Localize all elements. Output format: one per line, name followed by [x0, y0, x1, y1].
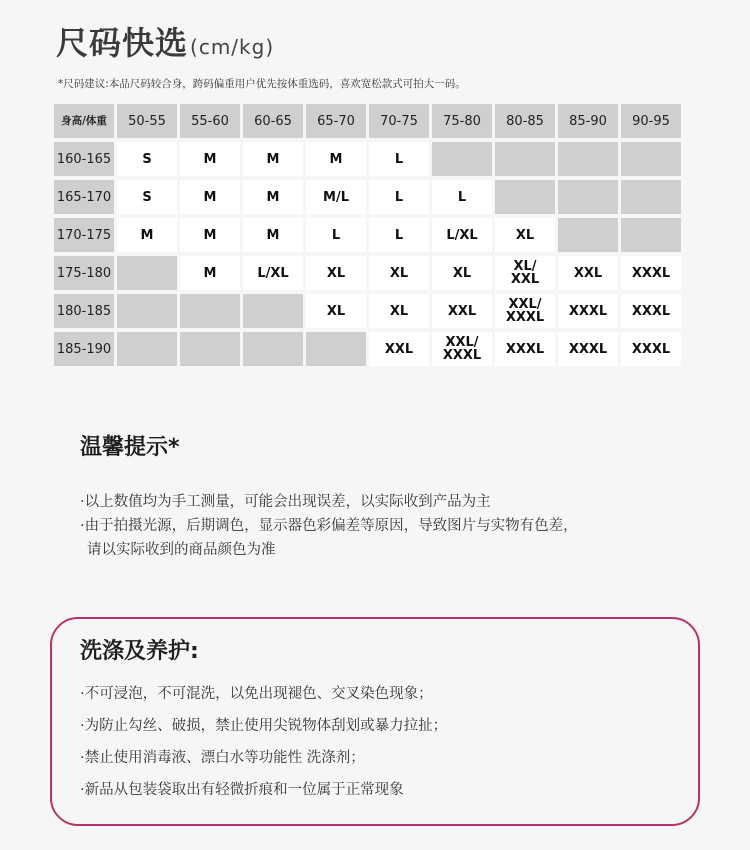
size-cell: M [180, 218, 240, 252]
size-cell: S [117, 180, 177, 214]
size-cell: M [243, 180, 303, 214]
size-cell: M [243, 142, 303, 176]
weight-header: 85-90 [558, 104, 618, 138]
size-cell: M [180, 180, 240, 214]
size-cell: XXXL [621, 256, 681, 290]
height-header: 185-190 [54, 332, 114, 366]
size-cell: XL [369, 256, 429, 290]
size-cell: M [306, 142, 366, 176]
weight-header: 50-55 [117, 104, 177, 138]
weight-header: 75-80 [432, 104, 492, 138]
size-cell: XXXL [495, 332, 555, 366]
size-cell: XXL/ XXXL [432, 332, 492, 366]
empty-cell [117, 294, 177, 328]
empty-cell [621, 142, 681, 176]
size-cell: XXL/ XXXL [495, 294, 555, 328]
height-header: 180-185 [54, 294, 114, 328]
care-item: ·禁止使用消毒液、漂白水等功能性 洗涤剂； [80, 750, 365, 766]
size-cell: XXXL [621, 332, 681, 366]
size-cell: M/L [306, 180, 366, 214]
size-cell: L [369, 218, 429, 252]
empty-cell [180, 332, 240, 366]
weight-header: 90-95 [621, 104, 681, 138]
empty-cell [621, 180, 681, 214]
tip-line: 请以实际收到的商品颜色为准 [87, 542, 276, 558]
size-cell: M [180, 256, 240, 290]
size-cell: L [369, 142, 429, 176]
empty-cell [243, 332, 303, 366]
table-corner-header: 身高/体重 [54, 104, 114, 138]
empty-cell [558, 218, 618, 252]
empty-cell [495, 142, 555, 176]
size-cell: XL [495, 218, 555, 252]
weight-header: 80-85 [495, 104, 555, 138]
size-cell: XL [306, 256, 366, 290]
size-cell: XL [306, 294, 366, 328]
size-cell: M [180, 142, 240, 176]
empty-cell [117, 256, 177, 290]
height-header: 160-165 [54, 142, 114, 176]
tip-line: ·以上数值均为手工测量，可能会出现误差，以实际收到产品为主 [80, 494, 491, 510]
empty-cell [117, 332, 177, 366]
care-item: ·为防止勾丝、破损，禁止使用尖锐物体刮划或暴力拉扯； [80, 718, 448, 734]
empty-cell [243, 294, 303, 328]
size-advice-note: *尺码建议:本品尺码较合身，跨码偏重用户优先按体重选码，喜欢宽松款式可拍大一码。 [58, 78, 466, 90]
tip-line: ·由于拍摄光源，后期调色，显示器色彩偏差等原因，导致图片与实物有色差， [80, 518, 578, 534]
size-cell: L [369, 180, 429, 214]
size-cell: M [243, 218, 303, 252]
tips-list [80, 490, 578, 562]
size-cell: XXXL [558, 332, 618, 366]
empty-cell [432, 142, 492, 176]
empty-cell [558, 142, 618, 176]
empty-cell [558, 180, 618, 214]
size-cell: XXL [369, 332, 429, 366]
size-cell: L/XL [243, 256, 303, 290]
empty-cell [306, 332, 366, 366]
height-header: 170-175 [54, 218, 114, 252]
weight-header: 70-75 [369, 104, 429, 138]
care-list [80, 682, 447, 810]
title-unit: (cm/kg) [190, 35, 275, 59]
empty-cell [621, 218, 681, 252]
size-cell: L [432, 180, 492, 214]
title-text: 尺码快选 [56, 24, 189, 62]
care-title: 洗涤及养护: [80, 639, 199, 664]
size-cell: XXXL [621, 294, 681, 328]
page-title [56, 18, 274, 64]
care-item: ·新品从包装袋取出有轻微折痕和一位属于正常现象 [80, 782, 404, 798]
size-cell: XL [432, 256, 492, 290]
size-cell: L [306, 218, 366, 252]
size-cell: S [117, 142, 177, 176]
size-cell: XXXL [558, 294, 618, 328]
size-cell: M [117, 218, 177, 252]
weight-header: 55-60 [180, 104, 240, 138]
height-header: 175-180 [54, 256, 114, 290]
size-cell: XXL [558, 256, 618, 290]
size-table [54, 104, 681, 366]
size-cell: XL/ XXL [495, 256, 555, 290]
size-cell: L/XL [432, 218, 492, 252]
weight-header: 65-70 [306, 104, 366, 138]
size-cell: XXL [432, 294, 492, 328]
weight-header: 60-65 [243, 104, 303, 138]
empty-cell [495, 180, 555, 214]
empty-cell [180, 294, 240, 328]
size-cell: XL [369, 294, 429, 328]
height-header: 165-170 [54, 180, 114, 214]
care-item: ·不可浸泡，不可混洗，以免出现褪色、交叉染色现象； [80, 686, 433, 702]
tips-title: 温馨提示* [80, 435, 180, 460]
